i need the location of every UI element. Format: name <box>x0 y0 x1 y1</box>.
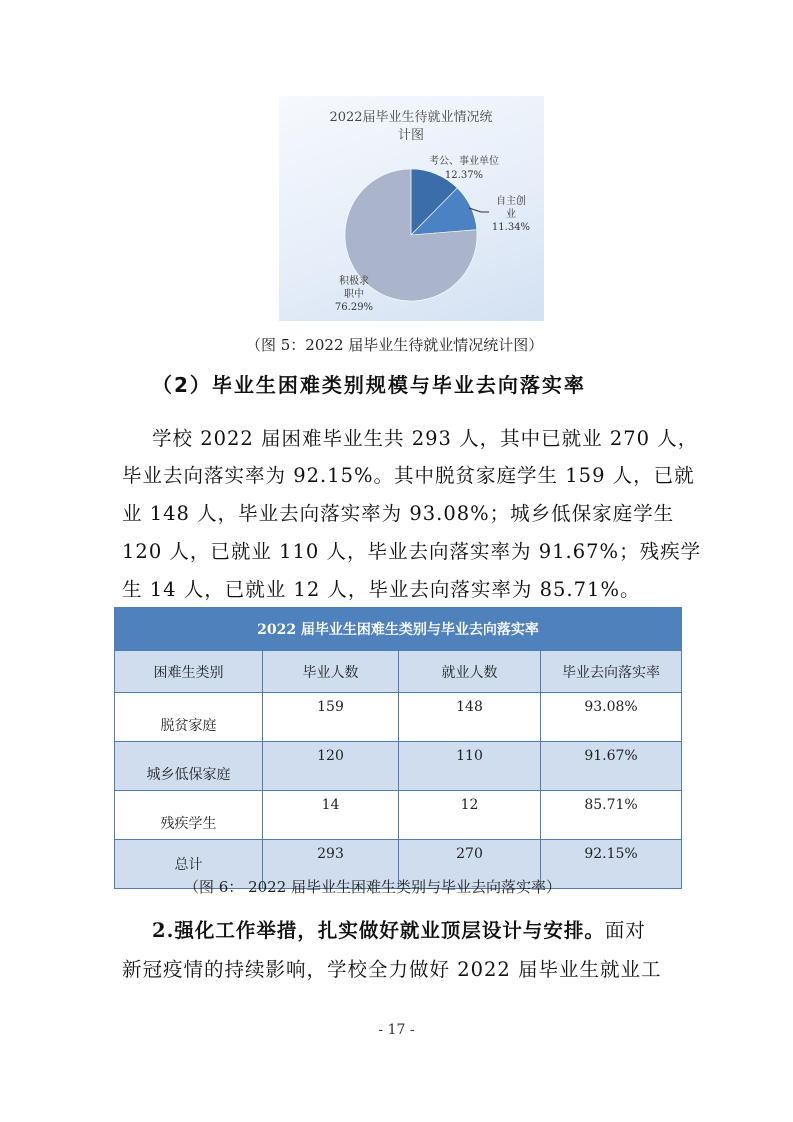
paragraph-line-3: 业 148 人，毕业去向落实率为 93.08%；城乡低保家庭学生 <box>122 502 675 525</box>
cell-employed: 12 <box>399 791 541 840</box>
section-heading: （2）毕业生困难类别规模与毕业去向落实率 <box>152 373 586 397</box>
cell-rate: 91.67% <box>541 742 682 791</box>
paragraph-line-2: 毕业去向落实率为 92.15%。其中脱贫家庭学生 159 人，已就 <box>122 464 695 487</box>
header-employed: 就业人数 <box>399 651 541 693</box>
cell-rate: 93.08% <box>541 693 682 742</box>
page-number: - 17 - <box>378 1022 415 1038</box>
header-category: 困难生类别 <box>115 651 263 693</box>
slice-label-job-seeking-1: 积极求 <box>339 276 369 287</box>
cell-employed: 110 <box>399 742 541 791</box>
pie-chart-svg <box>279 96 544 321</box>
pie-chart-figure <box>279 96 544 321</box>
paragraph-line-4: 120 人，已就业 110 人，毕业去向落实率为 91.67%；残疾学 <box>122 540 702 563</box>
cell-category: 残疾学生 <box>115 791 263 840</box>
cell-graduates: 159 <box>263 693 399 742</box>
paragraph-line-1: 学校 2022 届困难毕业生共 293 人，其中已就业 270 人， <box>152 427 699 450</box>
cell-category: 脱贫家庭 <box>115 693 263 742</box>
slice-label-civil-service: 考公、事业单位 <box>429 156 499 167</box>
section2-line1-rest: 面对 <box>604 919 646 942</box>
cell-category: 城乡低保家庭 <box>115 742 263 791</box>
cell-graduates: 293 <box>263 840 399 889</box>
figure5-caption: （图 5：2022 届毕业生待就业情况统计图） <box>246 336 544 354</box>
table-row <box>115 742 682 791</box>
cell-graduates: 120 <box>263 742 399 791</box>
section2-lead-bold: 2.强化工作举措，扎实做好就业顶层设计与安排。 <box>152 919 605 942</box>
figure6-caption: （图 6： 2022 届毕业生困难生类别与毕业去向落实率） <box>184 878 562 896</box>
slice-value-civil-service: 12.37% <box>444 170 484 181</box>
cell-category: 总计 <box>115 840 263 889</box>
chart-title-line-2: 计图 <box>397 128 425 143</box>
table-row <box>115 693 682 742</box>
table-title: 2022 届毕业生困难生类别与毕业去向落实率 <box>115 608 682 651</box>
slice-label-entrepreneurship-2: 业 <box>506 209 516 220</box>
cell-employed: 270 <box>399 840 541 889</box>
slice-value-entrepreneurship: 11.34% <box>491 222 531 233</box>
cell-graduates: 14 <box>263 791 399 840</box>
paragraph-line-5: 生 14 人，已就业 12 人，毕业去向落实率为 85.71%。 <box>122 578 641 601</box>
slice-value-job-seeking: 76.29% <box>334 302 374 313</box>
cell-employed: 148 <box>399 693 541 742</box>
cell-rate: 92.15% <box>541 840 682 889</box>
table-row <box>115 791 682 840</box>
header-rate: 毕业去向落实率 <box>541 651 682 693</box>
section2-line-2: 新冠疫情的持续影响，学校全力做好 2022 届毕业生就业工 <box>122 958 662 981</box>
section2-line-1 <box>152 915 646 943</box>
slice-label-entrepreneurship-1: 自主创 <box>496 196 526 207</box>
header-graduates: 毕业人数 <box>263 651 399 693</box>
table-header-row <box>115 651 682 693</box>
difficulty-category-table <box>114 607 682 889</box>
chart-title-line-1: 2022届毕业生待就业情况统 <box>329 110 493 125</box>
cell-rate: 85.71% <box>541 791 682 840</box>
slice-label-job-seeking-2: 职中 <box>344 289 364 300</box>
